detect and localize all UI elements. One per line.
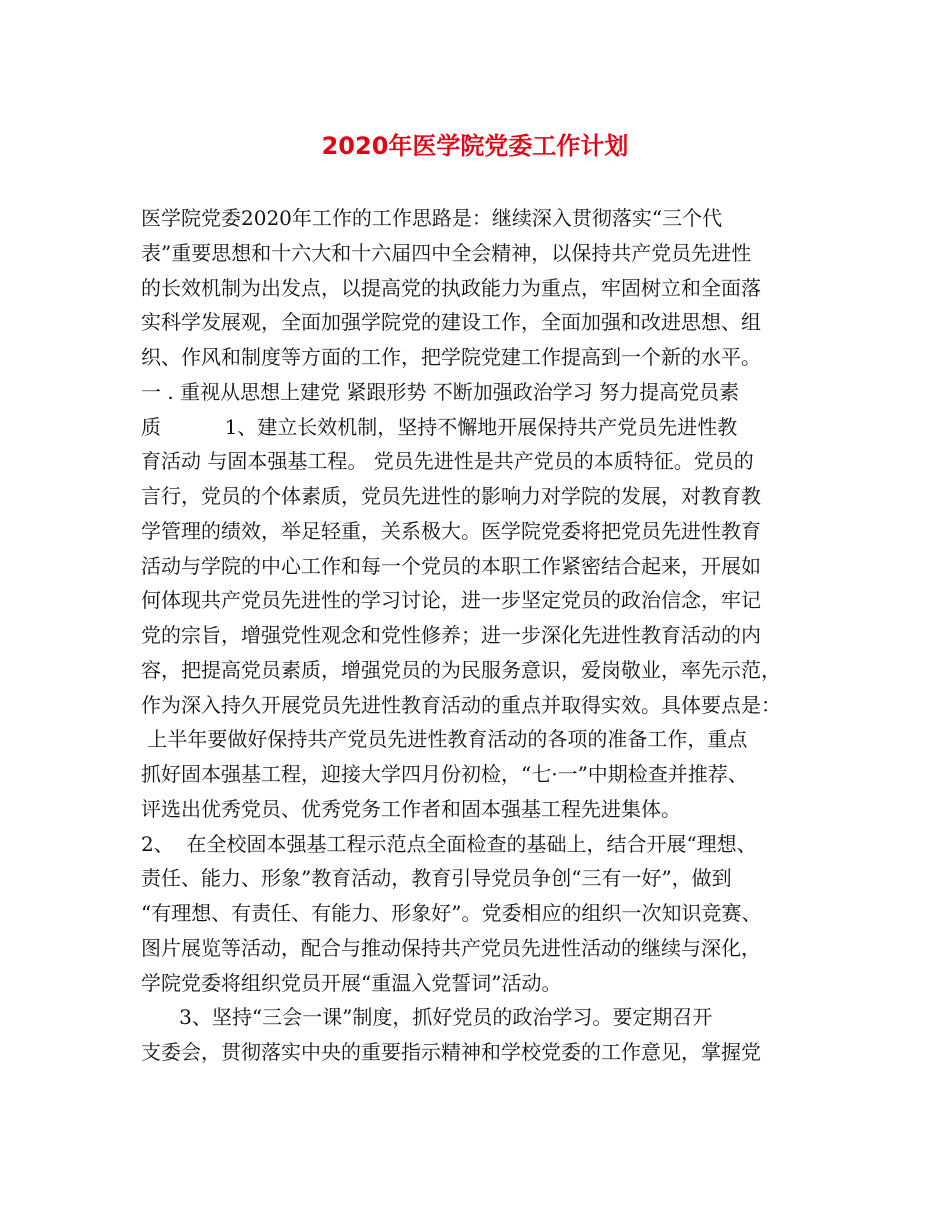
body-line: 学院党委将组织党员开展“重温入党誓词”活动。 [141, 970, 562, 995]
body-line: 图片展览等活动，配合与推动保持共产党员先进性活动的继续与深化， [141, 935, 761, 960]
document-body [141, 201, 821, 1070]
body-line: 活动与学院的中心工作和每一个党员的本职工作紧密结合起来，开展如 [141, 553, 761, 578]
body-line: 评选出优秀党员、优秀党务工作者和固本强基工程先进集体。 [141, 796, 681, 821]
body-line: 学管理的绩效，举足轻重，关系极大。医学院党委将把党员先进性教育 [141, 518, 761, 543]
document-title: 2020年医学院党委工作计划 [321, 132, 629, 160]
body-line: 言行，党员的个体素质，党员先进性的影响力对学院的发展，对教育教 [141, 484, 761, 508]
body-line: 党的宗旨，增强党性观念和党性修养；进一步深化先进性教育活动的内 [141, 623, 761, 647]
body-line: 3、坚持“三会一课”制度，抓好党员的政治学习。要定期召开 [141, 1005, 713, 1030]
body-line: 质 1、建立长效机制，坚持不懈地开展保持共产党员先进性教 [141, 414, 738, 439]
body-line: 上半年要做好保持共产党员先进性教育活动的各项的准备工作，重点 [141, 727, 748, 752]
body-line: 抓好固本强基工程，迎接大学四月份初检，“七·一”中期检查并推荐、 [141, 762, 748, 786]
body-line: 实科学发展观，全面加强学院党的建设工作，全面加强和改进思想、组 [141, 310, 761, 335]
body-line: 何体现共产党员先进性的学习讨论，进一步坚定党员的政治信念，牢记 [141, 588, 761, 613]
body-line: 医学院党委2020年工作的工作思路是：继续深入贯彻落实“三个代 [141, 206, 723, 230]
body-line: “有理想、有责任、有能力、形象好”。党委相应的组织一次知识竞赛、 [141, 901, 762, 925]
body-line: 2、 在全校固本强基工程示范点全面检查的基础上，结合开展“理想、 [141, 831, 757, 856]
body-line: 容，把提高党员素质，增强党员的为民服务意识，爱岗敬业，率先示范， [141, 657, 781, 682]
body-line: 的长效机制为出发点，以提高党的执政能力为重点，牢固树立和全面落 [141, 275, 761, 300]
body-line: 表”重要思想和十六大和十六届四中全会精神，以保持共产党员先进性 [141, 240, 752, 265]
body-line: 作为深入持久开展党员先进性教育活动的重点并取得实效。具体要点是： [141, 692, 781, 717]
body-line: 责任、能力、形象”教育活动，教育引导党员争创“三有一好”，做到 [141, 866, 732, 891]
body-line: 育活动 与固本强基工程。 党员先进性是共产党员的本质特征。党员的 [141, 449, 754, 474]
body-line: 织、作风和制度等方面的工作，把学院党建工作提高到一个新的水平。 [141, 345, 761, 369]
body-line: 支委会，贯彻落实中央的重要指示精神和学校党委的工作意见，掌握党 [141, 1040, 761, 1064]
section-heading-line: 一 . 重视从思想上建党 紧跟形势 不断加强政治学习 努力提高党员素 [141, 379, 740, 404]
